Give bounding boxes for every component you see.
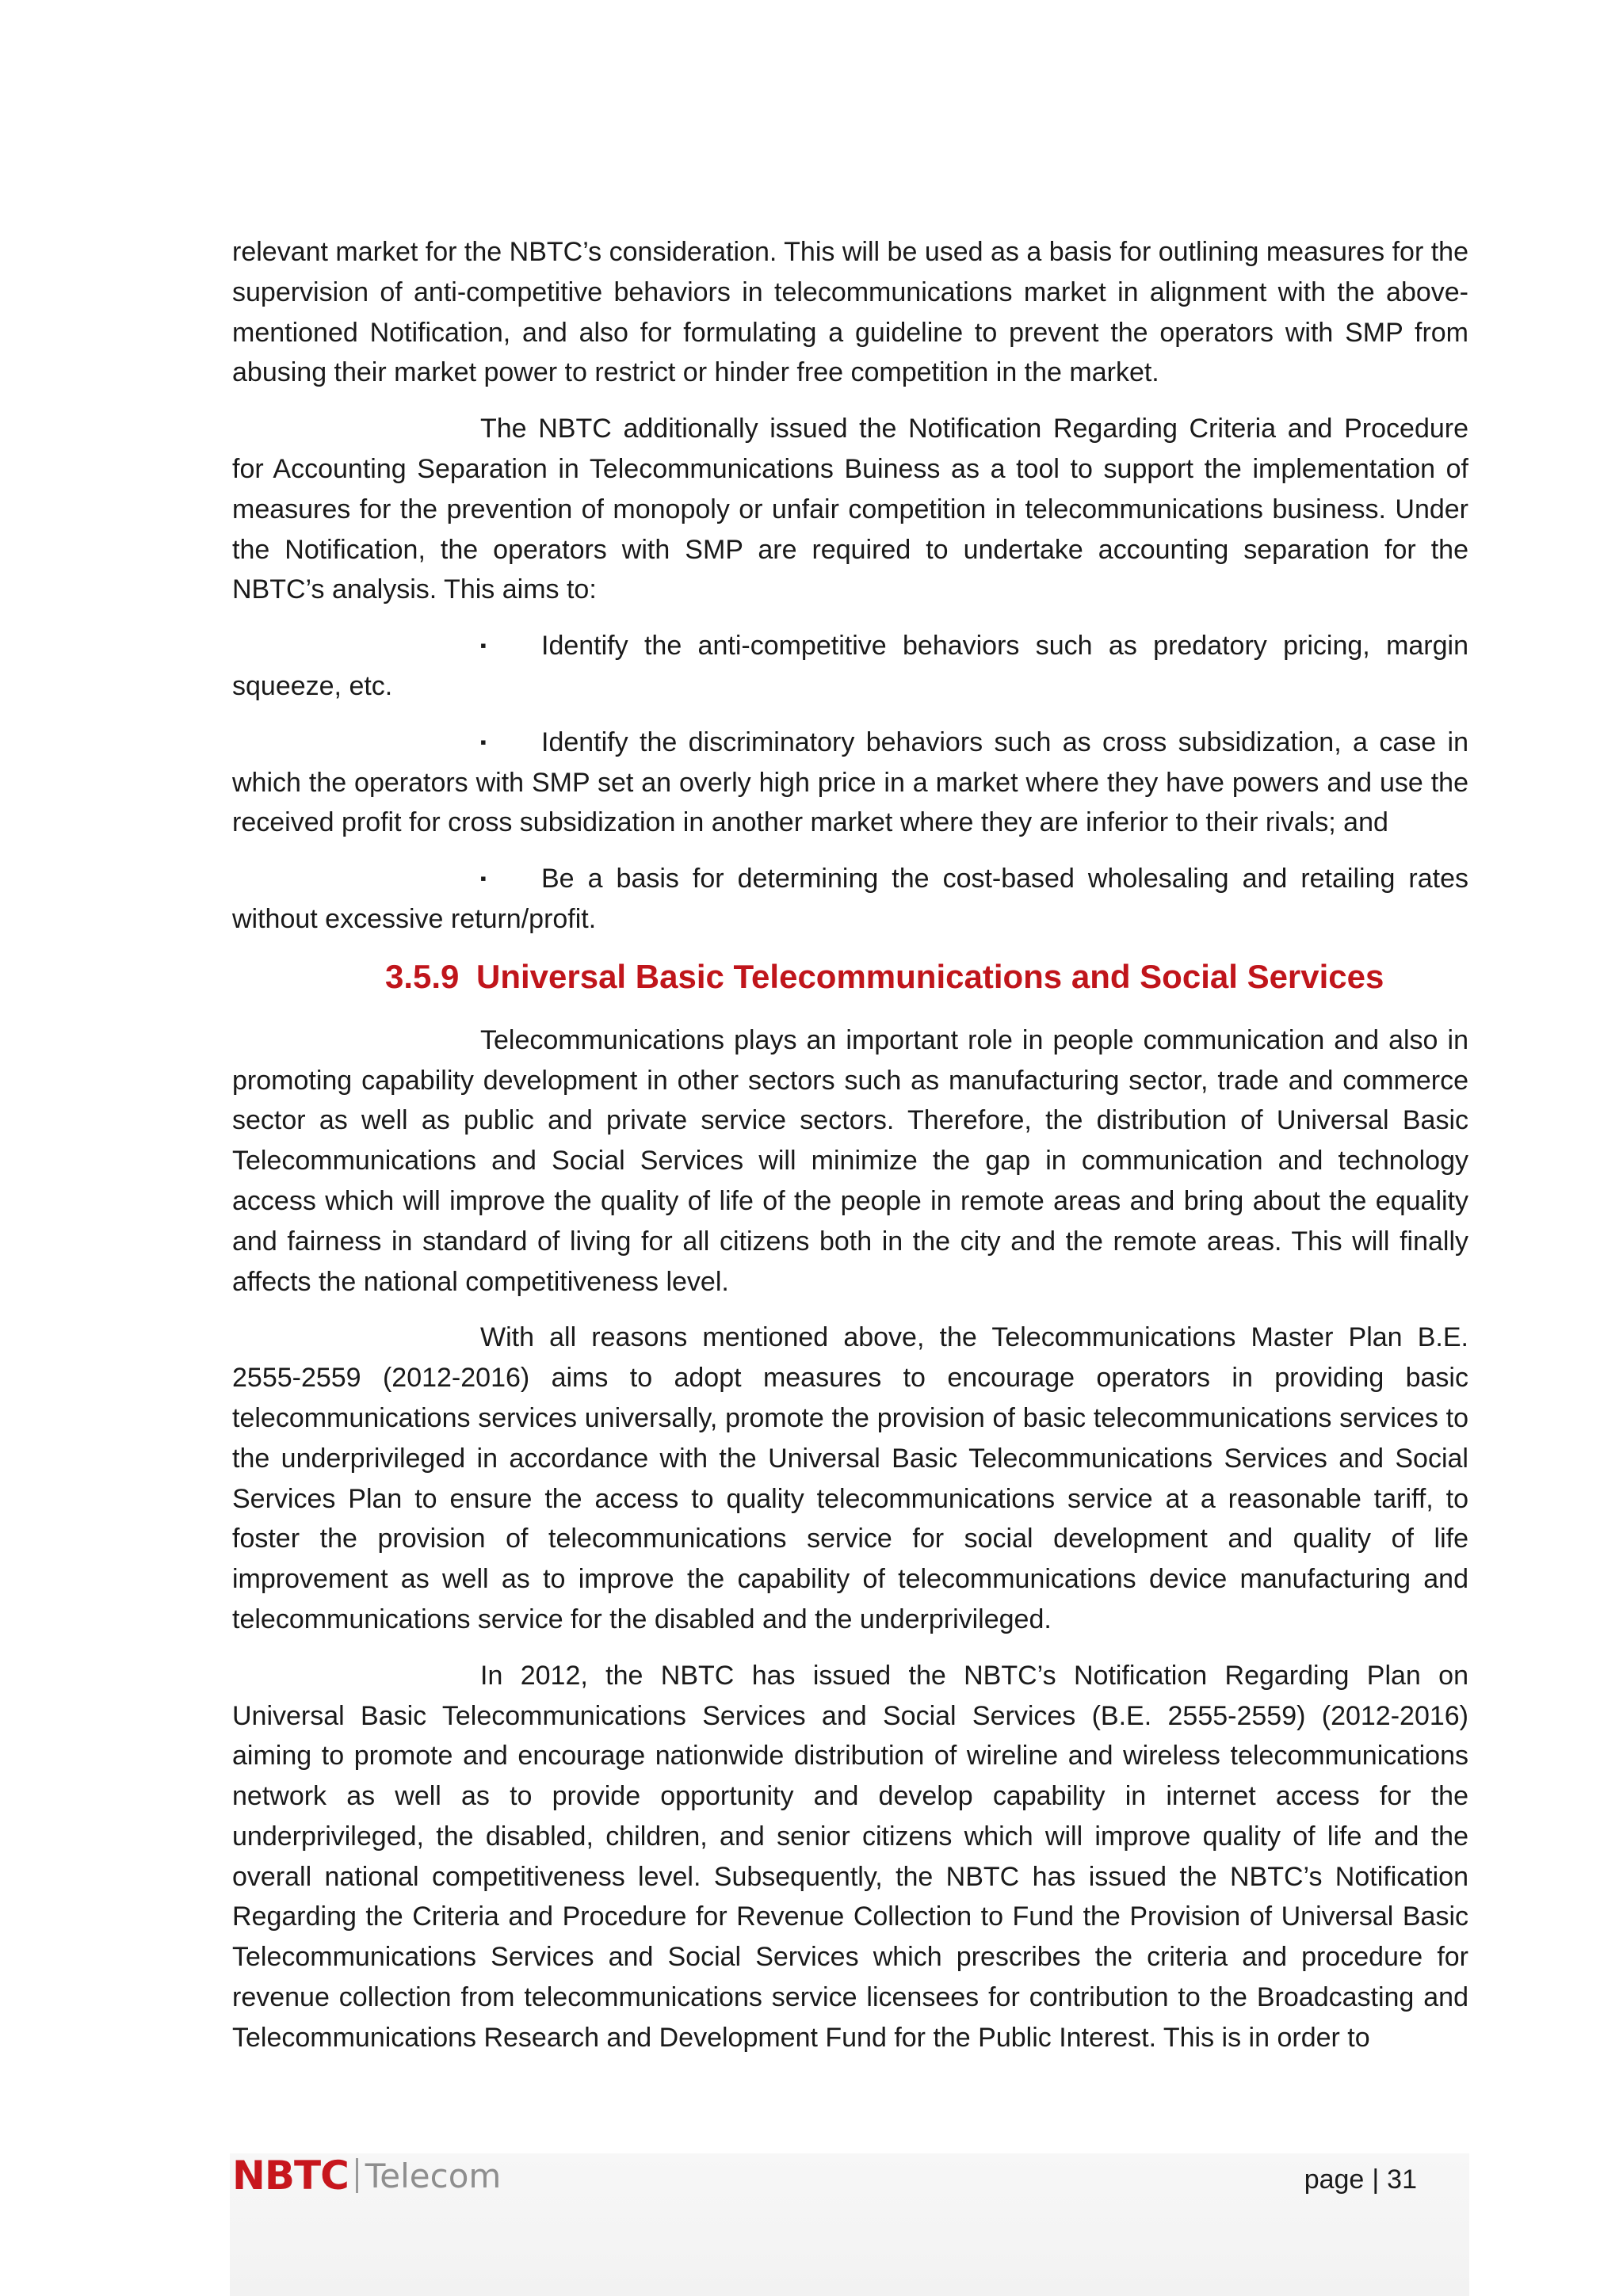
bullet-item [232,723,1468,843]
paragraph-accounting-separation: The NBTC additionally issued the Notification Regarding Criteria and Procedure for Accounting Separation in Telecommunications Buiness as a tool to support the implementation of measures for the prevention of monopoly or unfair competition in telecommunications business. Under the Notification, the operators with SMP are required to undertake accounting separation for the NBTC’s analysis. This aims to: [232,414,1468,605]
bullet-text: Identify the anti-competitive behaviors such as predatory pricing, margin squeeze, etc. [232,631,1468,701]
paragraph-2012-notification: In 2012, the NBTC has issued the NBTC’s Notification Regarding Plan on Universal Basic Telecommunications Services and Social Services (B.E. 2555-2559) (2012-2016) aiming to promote and encourage nationwide distribution of wireline and wireless telecommunications network as well as to provide opportunity and develop capability in internet access for the underprivileged, the disabled, children, and senior citizens which will improve quality of life and the overall national competitiveness level. Subsequently, the NBTC has issued the NBTC’s Notification Regarding the Criteria and Procedure for Revenue Collection to Fund the Provision of Universal Basic Telecommunications Services and Social Services which prescribes the criteria and procedure for revenue collection from telecommunications service licensees for contribution to the Broadcasting and Telecommunications Research and Development Fund for the Public Interest. This is in order to [232,1660,1468,2053]
bullet-text: Be a basis for determining the cost-based wholesaling and retailing rates without excessive return/profit. [232,864,1468,934]
page-number-value: 31 [1387,2164,1417,2195]
logo-product: Telecom [365,2156,502,2195]
bullet-item [232,626,1468,707]
section-heading [232,955,1468,998]
page-separator: | [1372,2164,1380,2195]
paragraph-market-analysis: relevant market for the NBTC’s consideration. This will be used as a basis for outlining measures for the supervision of anti-competitive behaviors in telecommunications market in alignment with the above-mentioned Notification, and also for formulating a guideline to prevent the operators with SMP from abusing their market power to restrict or hinder free competition in the market. [232,237,1468,388]
body-content [232,232,1468,2074]
section-title: Universal Basic Telecommunications and Social Services [476,957,1384,995]
nbtc-telecom-logo [232,2152,501,2199]
bullet-square-icon: ▪ [480,868,487,889]
paragraph-master-plan: With all reasons mentioned above, the Telecommunications Master Plan B.E. 2555-2559 (2012-2016) aims to adopt measures to encourage operators in providing basic telecommunications services universally, promote the provision of basic telecommunications services to the underprivileged in accordance with the Universal Basic Telecommunications Services and Social Services Plan to ensure the access to quality telecommunications service at a reasonable tariff, to foster the provision of telecommunications service for social development and quality of life improvement as well as to improve the capability of telecommunications device manufacturing and telecommunications service for the disabled and the underprivileged. [232,1322,1468,1634]
bullet-text: Identify the discriminatory behaviors such as cross subsidization, a case in which the operators with SMP set an overly high price in a market where they have powers and use the received profit for cross subsidization in another market where they are inferior to their rivals; and [232,727,1468,838]
logo-divider [356,2158,358,2193]
page-number [1304,2164,1417,2195]
logo-brand: NBTC [232,2153,349,2199]
page-label: page [1304,2164,1365,2195]
bullet-square-icon: ▪ [480,635,487,656]
bullet-item [232,859,1468,940]
paragraph-telecom-role: Telecommunications plays an important role in people communication and also in promoting capability development in other sectors such as manufacturing sector, trade and commerce sector as well as public and private service sectors. Therefore, the distribution of Universal Basic Telecommunications and Social Services will minimize the gap in communication and technology access which will improve the quality of life of the people in remote areas and bring about the equality and fairness in standard of living for all citizens both in the city and the remote areas. This will finally affects the national competitiveness level. [232,1024,1468,1297]
bullet-square-icon: ▪ [480,731,487,752]
section-number: 3.5.9 [385,957,460,995]
